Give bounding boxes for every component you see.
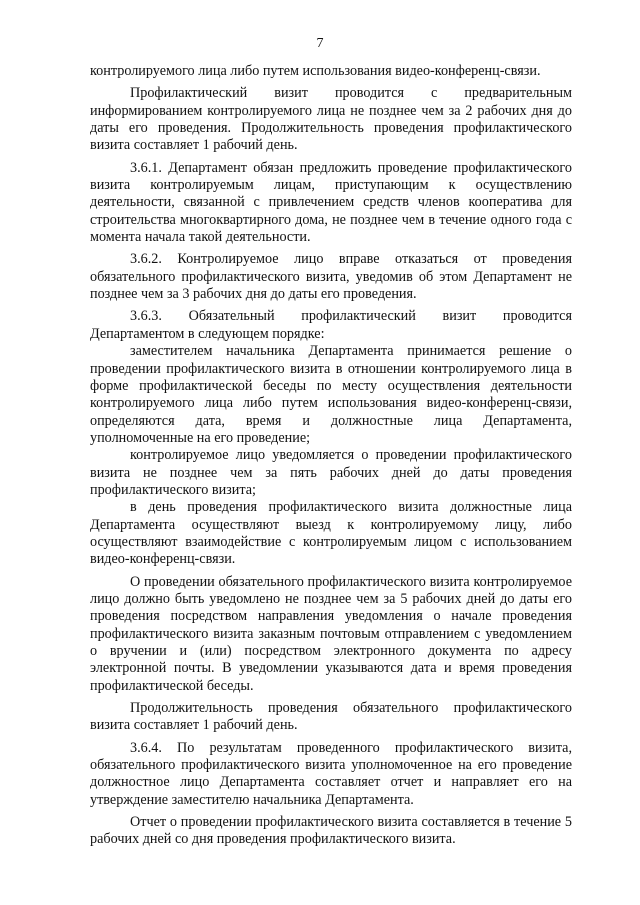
paragraph: О проведении обязательного профилактического визита контролируемое лицо должно быть уведомлено не позднее чем за 5 рабочих дней до даты его проведения посредством направления уведомления о начале проведения профилактического визита заказным почтовым отправлением с уведомлением о вручении и (или) посредством электронного документа по адресу электронной почты. В уведомлении указываются дата и время проведения профилактической беседы. [90,573,572,694]
paragraph: контролируемого лица либо путем использования видео-конференц-связи. [90,63,541,79]
paragraph: заместителем начальника Департамента принимается решение о проведении профилактического визита в отношении контролируемого лица в форме профилактической беседы по месту осуществления деятельности контролируемого лица либо путем использования видео-конференц-связи, определяются дата, время и должностные лица Департамента, уполномоченные на его проведение; [90,343,572,446]
document-body [90,63,572,849]
paragraph: 3.6.1. Департамент обязан предложить проведение профилактического визита контролируемым лицам, приступающим к осуществлению деятельности, связанной с привлечением средств членов кооператива для строительства многоквартирного дома, не позднее чем в течение одного года с момента начала такой деятельности. [90,159,572,246]
paragraph: в день проведения профилактического визита должностные лица Департамента осуществляют выезд к контролируемому лицу, либо осуществляют взаимодействие с контролируемым лицом с использованием видео-конференц-связи. [90,499,572,568]
paragraph: Отчет о проведении профилактического визита составляется в течение 5 рабочих дней со дня проведения профилактического визита. [90,814,572,848]
paragraph: 3.6.3. Обязательный профилактический визит проводится Департаментом в следующем порядке: [90,308,572,342]
page-number: 7 [316,36,324,51]
paragraph: 3.6.4. По результатам проведенного профилактического визита, обязательного профилактического визита уполномоченное на его проведение должностное лицо Департамента составляет отчет и направляет его на утверждение заместителю начальника Департамента. [90,739,572,808]
paragraph: Продолжительность проведения обязательного профилактического визита составляет 1 рабочий день. [90,700,572,734]
paragraph: 3.6.2. Контролируемое лицо вправе отказаться от проведения обязательного профилактического визита, уведомив об этом Департамент не позднее чем за 3 рабочих дня до даты его проведения. [90,251,572,303]
paragraph: Профилактический визит проводится с предварительным информированием контролируемого лица не позднее чем за 2 рабочих дня до даты его проведения. Продолжительность проведения профилактического визита составляет 1 рабочий день. [90,85,572,154]
paragraph: контролируемое лицо уведомляется о проведении профилактического визита не позднее чем за пять рабочих дней до даты проведения профилактического визита; [90,447,572,498]
